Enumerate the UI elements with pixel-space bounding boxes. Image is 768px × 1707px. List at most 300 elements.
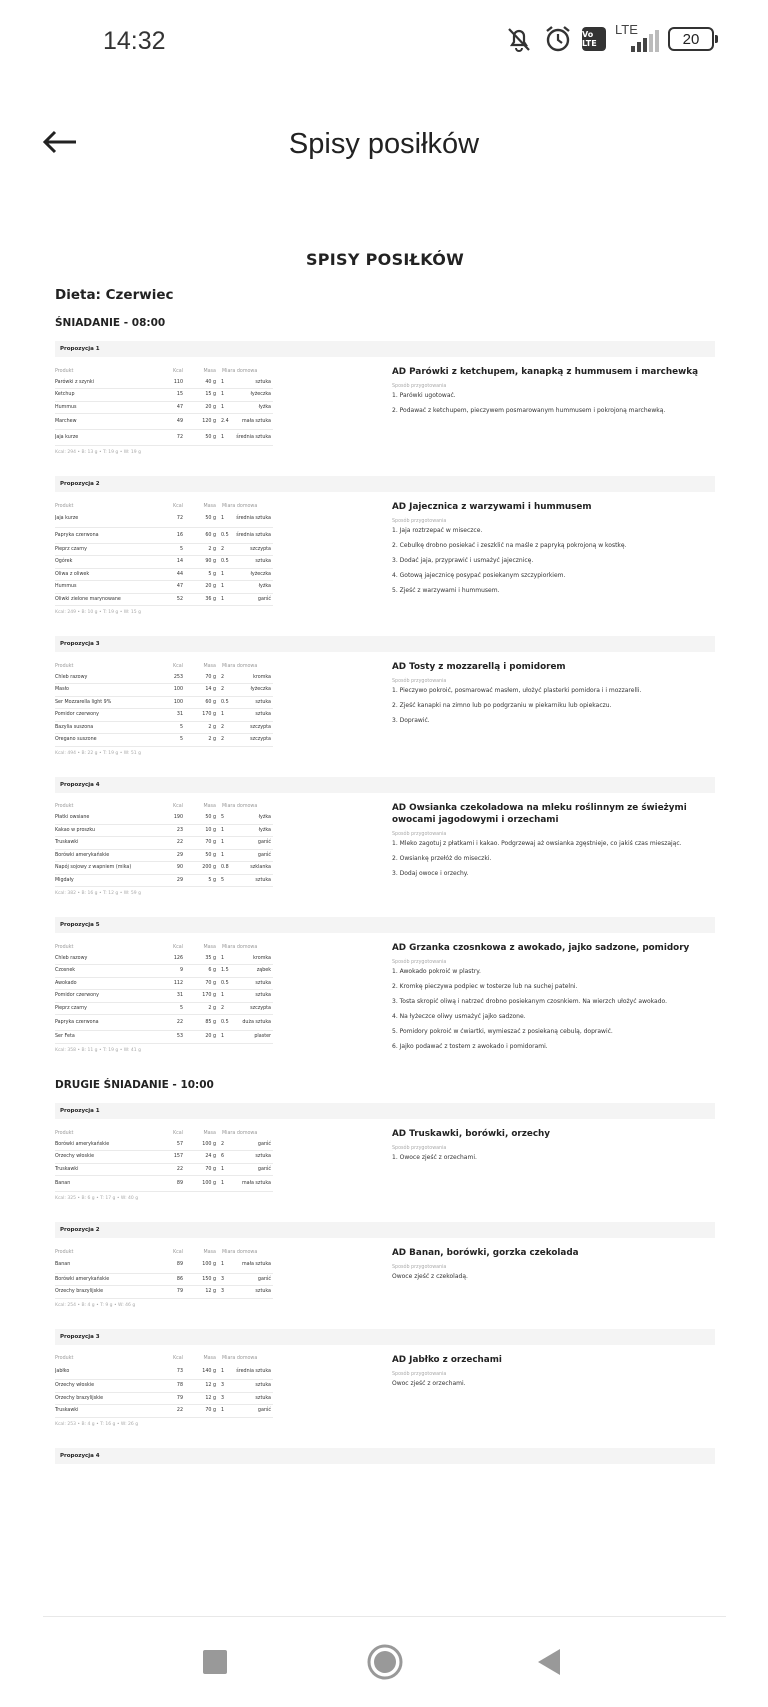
cell-m: 85 g bbox=[185, 1015, 218, 1031]
header-kcal: Kcal bbox=[172, 503, 183, 509]
ingredients-table bbox=[55, 942, 273, 1044]
cell-u: sztuka bbox=[233, 556, 273, 569]
cell-m: 12 g bbox=[185, 1286, 218, 1299]
method-label: Sposób przygotowania bbox=[392, 1146, 447, 1151]
cell-m: 2 g bbox=[185, 1002, 218, 1015]
table-row bbox=[55, 965, 273, 978]
table-row bbox=[55, 1286, 273, 1299]
cell-p: Pomidor czerwony bbox=[55, 709, 160, 722]
proposal-body bbox=[55, 1354, 715, 1427]
nutrition-summary: Kcal: 494 • B: 22 g • T: 19 g • W: 51 g bbox=[55, 750, 141, 756]
recipe-step: 1. Pieczywo pokroić, posmarować masłem, ułożyć plasterki pomidora i i mozzarelli. bbox=[392, 687, 642, 694]
cell-k: 16 bbox=[160, 527, 185, 543]
cell-k: 9 bbox=[160, 965, 185, 978]
header-product: Produkt bbox=[55, 1130, 74, 1136]
cell-p: Papryka czerwona bbox=[55, 527, 160, 543]
cell-p: Borówki amerykańskie bbox=[55, 1273, 160, 1286]
header-product: Produkt bbox=[55, 1356, 74, 1361]
header-kcal: Kcal bbox=[172, 1130, 183, 1136]
cell-p: Truskawki bbox=[55, 837, 160, 850]
cell-q: 2 bbox=[218, 671, 233, 684]
cell-u: ząbek bbox=[233, 965, 273, 978]
cell-q: 1 bbox=[218, 376, 233, 389]
proposal-header: Propozycja 1 bbox=[55, 341, 715, 357]
battery-icon bbox=[668, 27, 714, 51]
navigation-bar bbox=[0, 1617, 768, 1707]
cell-p: Czosnek bbox=[55, 965, 160, 978]
header-product: Produkt bbox=[55, 663, 74, 669]
ingredients-table bbox=[55, 366, 273, 446]
table-row bbox=[55, 1257, 273, 1273]
table-row bbox=[55, 1002, 273, 1015]
cell-u: sztuka bbox=[233, 696, 273, 709]
header-mass: Masa bbox=[203, 944, 216, 950]
method-label: Sposób przygotowania bbox=[392, 679, 447, 684]
cell-m: 90 g bbox=[185, 556, 218, 569]
table-row bbox=[55, 581, 273, 594]
table-row bbox=[55, 1138, 273, 1151]
recipe-step: 2. Kromkę pieczywa podpiec w tosterze lub na suchej patelni. bbox=[392, 983, 578, 990]
cell-q: 0.5 bbox=[218, 556, 233, 569]
recipe-title: AD Owsianka czekoladowa na mleku roślinnym ze świeżymi owocami jagodowymi i orzechami bbox=[392, 802, 687, 825]
proposal-body bbox=[55, 366, 715, 455]
recipe-step: Owoce zjeść z czekoladą. bbox=[392, 1273, 468, 1280]
cell-p: Pieprz czarny bbox=[55, 543, 160, 556]
table-row bbox=[55, 837, 273, 850]
meal-plan-document[interactable] bbox=[55, 250, 715, 1610]
proposal-header: Propozycja 3 bbox=[55, 636, 715, 652]
cell-m: 15 g bbox=[185, 389, 218, 402]
cell-m: 50 g bbox=[185, 812, 218, 825]
cell-m: 70 g bbox=[185, 671, 218, 684]
nutrition-summary: Kcal: 325 • B: 6 g • T: 17 g • W: 40 g bbox=[55, 1196, 139, 1201]
cell-u: plaster bbox=[233, 1031, 273, 1044]
table-row bbox=[55, 414, 273, 430]
cell-k: 52 bbox=[160, 593, 185, 606]
cell-u: sztuka bbox=[233, 376, 273, 389]
cell-k: 90 bbox=[160, 862, 185, 875]
table-row bbox=[55, 1364, 273, 1380]
cell-p: Orzechy włoskie bbox=[55, 1151, 160, 1164]
cell-k: 79 bbox=[160, 1392, 185, 1405]
cell-m: 100 g bbox=[185, 1176, 218, 1192]
cell-m: 200 g bbox=[185, 862, 218, 875]
cell-k: 126 bbox=[160, 952, 185, 965]
table-header-row bbox=[55, 1128, 273, 1138]
cell-q: 2 bbox=[218, 1002, 233, 1015]
cell-p: Oliwa z oliwek bbox=[55, 568, 160, 581]
cell-k: 100 bbox=[160, 696, 185, 709]
cell-p: Parówki z szynki bbox=[55, 376, 160, 389]
header-measure: Miara domowa bbox=[222, 804, 258, 809]
battery-level: 20 bbox=[682, 30, 700, 48]
document-title: SPISY POSIŁKÓW bbox=[305, 250, 465, 269]
cell-q: 1 bbox=[218, 568, 233, 581]
cell-m: 120 g bbox=[185, 414, 218, 430]
cell-q: 0.5 bbox=[218, 527, 233, 543]
cell-u: sztuka bbox=[233, 1380, 273, 1393]
table-header-row bbox=[55, 1247, 273, 1257]
recipe-step: 3. Dodaj owoce i orzechy. bbox=[392, 869, 469, 877]
cell-u: garść bbox=[233, 1163, 273, 1176]
header-kcal: Kcal bbox=[172, 1356, 183, 1361]
diet-name: Dieta: Czerwiec bbox=[55, 287, 174, 303]
recents-square-icon[interactable] bbox=[202, 1649, 228, 1675]
cell-u: łyżeczka bbox=[233, 389, 273, 402]
header-measure: Miara domowa bbox=[222, 368, 258, 374]
cell-q: 2 bbox=[218, 543, 233, 556]
recipe-step: 6. Jajko podawać z tostem z awokado i pomidorami. bbox=[392, 1043, 548, 1050]
cell-m: 12 g bbox=[185, 1392, 218, 1405]
cell-u: garść bbox=[233, 1138, 273, 1151]
cell-k: 89 bbox=[160, 1257, 185, 1273]
cell-k: 253 bbox=[160, 671, 185, 684]
ingredients-table bbox=[55, 1128, 273, 1192]
recipe-step: 4. Na łyżeczce oliwy usmażyć jajko sadzone. bbox=[392, 1013, 526, 1020]
cell-u: łyżka bbox=[233, 581, 273, 594]
cell-p: Banan bbox=[55, 1176, 160, 1192]
signal-icon bbox=[615, 24, 659, 54]
cell-p: Ketchup bbox=[55, 389, 160, 402]
table-header-row bbox=[55, 802, 273, 812]
ingredients-table bbox=[55, 661, 273, 747]
cell-p: Ogórek bbox=[55, 556, 160, 569]
cell-k: 22 bbox=[160, 1405, 185, 1418]
proposal-body bbox=[55, 802, 715, 897]
cell-m: 50 g bbox=[185, 849, 218, 862]
cell-q: 0.5 bbox=[218, 696, 233, 709]
cell-p: Płatki owsiane bbox=[55, 812, 160, 825]
cell-u: mała sztuka bbox=[233, 414, 273, 430]
cell-u: garść bbox=[233, 1273, 273, 1286]
cell-k: 79 bbox=[160, 1286, 185, 1299]
cell-q: 1 bbox=[218, 837, 233, 850]
cell-m: 20 g bbox=[185, 401, 218, 414]
cell-p: Ser Feta bbox=[55, 1031, 160, 1044]
cell-k: 23 bbox=[160, 824, 185, 837]
cell-p: Jabłko bbox=[55, 1364, 160, 1380]
recipe-step: 1. Jaja roztrzepać w miseczce. bbox=[392, 527, 483, 534]
recipe-step: 5. Zjeść z warzywami i hummusem. bbox=[392, 587, 500, 594]
recipe-title: AD Truskawki, borówki, orzechy bbox=[392, 1129, 551, 1139]
cell-u: sztuka bbox=[233, 709, 273, 722]
nutrition-summary: Kcal: 253 • B: 4 g • T: 16 g • W: 26 g bbox=[55, 1421, 139, 1427]
cell-u: sztuka bbox=[233, 1286, 273, 1299]
cell-u: szczypta bbox=[233, 734, 273, 747]
cell-k: 22 bbox=[160, 1163, 185, 1176]
table-row bbox=[55, 1163, 273, 1176]
cell-k: 110 bbox=[160, 376, 185, 389]
cell-k: 44 bbox=[160, 568, 185, 581]
table-row bbox=[55, 1176, 273, 1192]
cell-u: szczypta bbox=[233, 721, 273, 734]
cell-k: 29 bbox=[160, 849, 185, 862]
cell-m: 50 g bbox=[185, 511, 218, 527]
cell-m: 12 g bbox=[185, 1380, 218, 1393]
cell-u: szczypta bbox=[233, 1002, 273, 1015]
method-label: Sposób przygotowania bbox=[392, 960, 447, 965]
cell-k: 15 bbox=[160, 389, 185, 402]
table-row bbox=[55, 977, 273, 990]
header-mass: Masa bbox=[203, 503, 216, 509]
cell-q: 3 bbox=[218, 1273, 233, 1286]
cell-u: garść bbox=[233, 1405, 273, 1418]
cell-u: kromka bbox=[233, 952, 273, 965]
table-row bbox=[55, 430, 273, 446]
table-row bbox=[55, 734, 273, 747]
cell-q: 1 bbox=[218, 581, 233, 594]
cell-u: łyżka bbox=[233, 401, 273, 414]
cell-p: Orzechy włoskie bbox=[55, 1380, 160, 1393]
cell-p: Migdały bbox=[55, 874, 160, 887]
recipe-title: AD Jabłko z orzechami bbox=[392, 1354, 502, 1365]
table-row bbox=[55, 952, 273, 965]
cell-p: Napój sojowy z wapniem (mika) bbox=[55, 862, 160, 875]
cell-p: Chleb razowy bbox=[55, 952, 160, 965]
recipe-step: 1. Owoce zjeść z orzechami. bbox=[392, 1154, 477, 1161]
page-title: Spisy posiłków bbox=[288, 128, 480, 160]
cell-p: Oliwki zielone marynowane bbox=[55, 593, 160, 606]
cell-m: 100 g bbox=[185, 1138, 218, 1151]
cell-m: 20 g bbox=[185, 1031, 218, 1044]
cell-u: sztuka bbox=[233, 1151, 273, 1164]
cell-q: 1 bbox=[218, 709, 233, 722]
cell-m: 140 g bbox=[185, 1364, 218, 1380]
nutrition-summary: Kcal: 249 • B: 10 g • T: 19 g • W: 15 g bbox=[55, 610, 141, 615]
cell-u: kromka bbox=[233, 671, 273, 684]
cell-m: 36 g bbox=[185, 593, 218, 606]
header-measure: Miara domowa bbox=[222, 944, 258, 950]
cell-m: 5 g bbox=[185, 568, 218, 581]
table-row bbox=[55, 1380, 273, 1393]
cell-u: garść bbox=[233, 849, 273, 862]
cell-q: 1 bbox=[218, 849, 233, 862]
cell-m: 70 g bbox=[185, 977, 218, 990]
cell-m: 2 g bbox=[185, 734, 218, 747]
cell-p: Kakao w proszku bbox=[55, 824, 160, 837]
cell-q: 2 bbox=[218, 721, 233, 734]
cell-m: 5 g bbox=[185, 874, 218, 887]
cell-u: sztuka bbox=[233, 1392, 273, 1405]
cell-u: średnia sztuka bbox=[233, 511, 273, 527]
table-row bbox=[55, 862, 273, 875]
table-row bbox=[55, 1015, 273, 1031]
header-measure: Miara domowa bbox=[222, 1356, 258, 1361]
cell-k: 112 bbox=[160, 977, 185, 990]
cell-q: 2 bbox=[218, 684, 233, 697]
cell-q: 1 bbox=[218, 1031, 233, 1044]
cell-m: 150 g bbox=[185, 1273, 218, 1286]
cell-q: 3 bbox=[218, 1380, 233, 1393]
cell-u: łyżka bbox=[233, 824, 273, 837]
method-label: Sposób przygotowania bbox=[392, 1265, 447, 1270]
cell-q: 3 bbox=[218, 1286, 233, 1299]
cell-q: 3 bbox=[218, 1392, 233, 1405]
proposal-body bbox=[55, 942, 715, 1058]
cell-k: 22 bbox=[160, 837, 185, 850]
cell-u: sztuka bbox=[233, 990, 273, 1003]
cell-p: Masło bbox=[55, 684, 160, 697]
cell-u: garść bbox=[233, 593, 273, 606]
recipe-step: 2. Podawać z ketchupem, pieczywem posmarowanym hummusem i pokrojoną marchewką. bbox=[392, 407, 666, 414]
cell-p: Bazylia suszona bbox=[55, 721, 160, 734]
cell-k: 86 bbox=[160, 1273, 185, 1286]
cell-q: 1 bbox=[218, 1405, 233, 1418]
cell-u: łyżeczka bbox=[233, 684, 273, 697]
cell-p: Awokado bbox=[55, 977, 160, 990]
meal-header: DRUGIE ŚNIADANIE - 10:00 bbox=[55, 1079, 214, 1091]
table-row bbox=[55, 1405, 273, 1418]
app-bar bbox=[0, 100, 768, 190]
status-time: 14:32 bbox=[103, 27, 166, 55]
nutrition-summary: Kcal: 358 • B: 11 g • T: 19 g • W: 41 g bbox=[55, 1047, 141, 1053]
header-kcal: Kcal bbox=[172, 368, 183, 374]
cell-u: średnia sztuka bbox=[233, 430, 273, 446]
proposal-header: Propozycja 4 bbox=[55, 1448, 715, 1464]
cell-p: Jaja kurze bbox=[55, 430, 160, 446]
cell-u: szklanka bbox=[233, 862, 273, 875]
meal-header: ŚNIADANIE - 08:00 bbox=[55, 317, 166, 329]
cell-p: Pomidor czerwony bbox=[55, 990, 160, 1003]
alarm-icon bbox=[543, 24, 573, 54]
cell-k: 31 bbox=[160, 709, 185, 722]
cell-p: Orzechy brazylijskie bbox=[55, 1286, 160, 1299]
cell-q: 0.5 bbox=[218, 977, 233, 990]
method-label: Sposób przygotowania bbox=[392, 831, 447, 837]
cell-k: 157 bbox=[160, 1151, 185, 1164]
cell-m: 40 g bbox=[185, 376, 218, 389]
proposal-body bbox=[55, 1247, 715, 1308]
table-row bbox=[55, 1392, 273, 1405]
method-label: Sposób przygotowania bbox=[392, 1371, 447, 1377]
recipe-step: 2. Zjeść kanapki na zimno lub po podgrzaniu w piekarniku lub opiekaczu. bbox=[392, 702, 612, 709]
header-kcal: Kcal bbox=[172, 1249, 183, 1255]
table-row bbox=[55, 556, 273, 569]
cell-k: 5 bbox=[160, 734, 185, 747]
cell-u: duża sztuka bbox=[233, 1015, 273, 1031]
proposal-body bbox=[55, 661, 715, 756]
cell-u: łyżka bbox=[233, 812, 273, 825]
header-mass: Masa bbox=[203, 1356, 216, 1361]
table-header-row bbox=[55, 1354, 273, 1364]
nutrition-summary: Kcal: 382 • B: 16 g • T: 12 g • W: 59 g bbox=[55, 891, 141, 896]
table-row bbox=[55, 990, 273, 1003]
cell-q: 1.5 bbox=[218, 965, 233, 978]
cell-k: 29 bbox=[160, 874, 185, 887]
cell-m: 70 g bbox=[185, 837, 218, 850]
header-product: Produkt bbox=[55, 804, 74, 809]
table-row bbox=[55, 568, 273, 581]
cell-m: 70 g bbox=[185, 1163, 218, 1176]
cell-q: 6 bbox=[218, 1151, 233, 1164]
cell-q: 1 bbox=[218, 824, 233, 837]
cell-k: 73 bbox=[160, 1364, 185, 1380]
cell-q: 1 bbox=[218, 511, 233, 527]
cell-q: 2 bbox=[218, 734, 233, 747]
recipe-step: 3. Dodać jaja, przyprawić i usmażyć jajecznicę. bbox=[392, 557, 534, 564]
recipe-step: 2. Cebulkę drobno posiekać i zeszklić na maśle z papryką pokrojoną w kostkę. bbox=[392, 542, 627, 549]
cell-m: 170 g bbox=[185, 709, 218, 722]
mute-bell-icon bbox=[504, 24, 534, 54]
cell-k: 5 bbox=[160, 721, 185, 734]
recipe-title: AD Grzanka czosnkowa z awokado, jajko sadzone, pomidory bbox=[392, 943, 690, 953]
nutrition-summary: Kcal: 294 • B: 13 g • T: 19 g • W: 19 g bbox=[55, 450, 141, 455]
cell-m: 100 g bbox=[185, 1257, 218, 1273]
header-kcal: Kcal bbox=[172, 944, 183, 950]
cell-q: 1 bbox=[218, 990, 233, 1003]
cell-p: Marchew bbox=[55, 414, 160, 430]
cell-k: 78 bbox=[160, 1380, 185, 1393]
cell-u: średnia sztuka bbox=[233, 1364, 273, 1380]
proposal-header: Propozycja 3 bbox=[55, 1329, 715, 1345]
recipe-title: AD Tosty z mozzarellą i pomidorem bbox=[392, 662, 566, 672]
network-type: LTE bbox=[615, 22, 638, 37]
table-row bbox=[55, 511, 273, 527]
method-label: Sposób przygotowania bbox=[392, 519, 447, 524]
cell-q: 1 bbox=[218, 430, 233, 446]
cell-q: 1 bbox=[218, 1163, 233, 1176]
cell-q: 1 bbox=[218, 389, 233, 402]
cell-u: szczypta bbox=[233, 543, 273, 556]
recipe-step: 1. Mleko zagotuj z płatkami i kakao. Podgrzewaj aż owsianka zgęstnieje, co jakiś czas mieszając. bbox=[392, 839, 682, 847]
table-row bbox=[55, 684, 273, 697]
cell-q: 1 bbox=[218, 1257, 233, 1273]
cell-p: Pieprz czarny bbox=[55, 1002, 160, 1015]
header-measure: Miara domowa bbox=[222, 503, 258, 509]
cell-p: Hummus bbox=[55, 581, 160, 594]
home-circle-icon[interactable] bbox=[366, 1643, 404, 1681]
table-row bbox=[55, 376, 273, 389]
table-row bbox=[55, 593, 273, 606]
recipe-title: AD Jajecznica z warzywami i hummusem bbox=[392, 502, 592, 512]
cell-p: Orzechy brazylijskie bbox=[55, 1392, 160, 1405]
cell-q: 1 bbox=[218, 593, 233, 606]
cell-p: Borówki amerykańskie bbox=[55, 1138, 160, 1151]
cell-m: 2 g bbox=[185, 721, 218, 734]
header-mass: Masa bbox=[203, 1249, 216, 1255]
cell-p: Truskawki bbox=[55, 1163, 160, 1176]
proposal-body bbox=[55, 1128, 715, 1201]
header-product: Produkt bbox=[55, 503, 74, 509]
cell-u: mała sztuka bbox=[233, 1257, 273, 1273]
cell-k: 47 bbox=[160, 581, 185, 594]
cell-u: mała sztuka bbox=[233, 1176, 273, 1192]
cell-u: łyżeczka bbox=[233, 568, 273, 581]
table-header-row bbox=[55, 366, 273, 376]
table-header-row bbox=[55, 501, 273, 511]
recipe-step: Owoc zjeść z orzechami. bbox=[392, 1379, 466, 1387]
cell-m: 20 g bbox=[185, 581, 218, 594]
cell-q: 2.4 bbox=[218, 414, 233, 430]
table-row bbox=[55, 709, 273, 722]
header-kcal: Kcal bbox=[172, 804, 183, 809]
cell-p: Oregano suszone bbox=[55, 734, 160, 747]
cell-q: 2 bbox=[218, 1138, 233, 1151]
cell-k: 53 bbox=[160, 1031, 185, 1044]
cell-k: 5 bbox=[160, 1002, 185, 1015]
table-row bbox=[55, 696, 273, 709]
method-label: Sposób przygotowania bbox=[392, 384, 447, 389]
table-row bbox=[55, 812, 273, 825]
back-triangle-icon[interactable] bbox=[536, 1648, 562, 1676]
cell-k: 72 bbox=[160, 430, 185, 446]
cell-p: Banan bbox=[55, 1257, 160, 1273]
cell-u: sztuka bbox=[233, 977, 273, 990]
status-icons bbox=[504, 24, 714, 54]
ingredients-table bbox=[55, 501, 273, 606]
cell-p: Chleb razowy bbox=[55, 671, 160, 684]
cell-m: 50 g bbox=[185, 430, 218, 446]
